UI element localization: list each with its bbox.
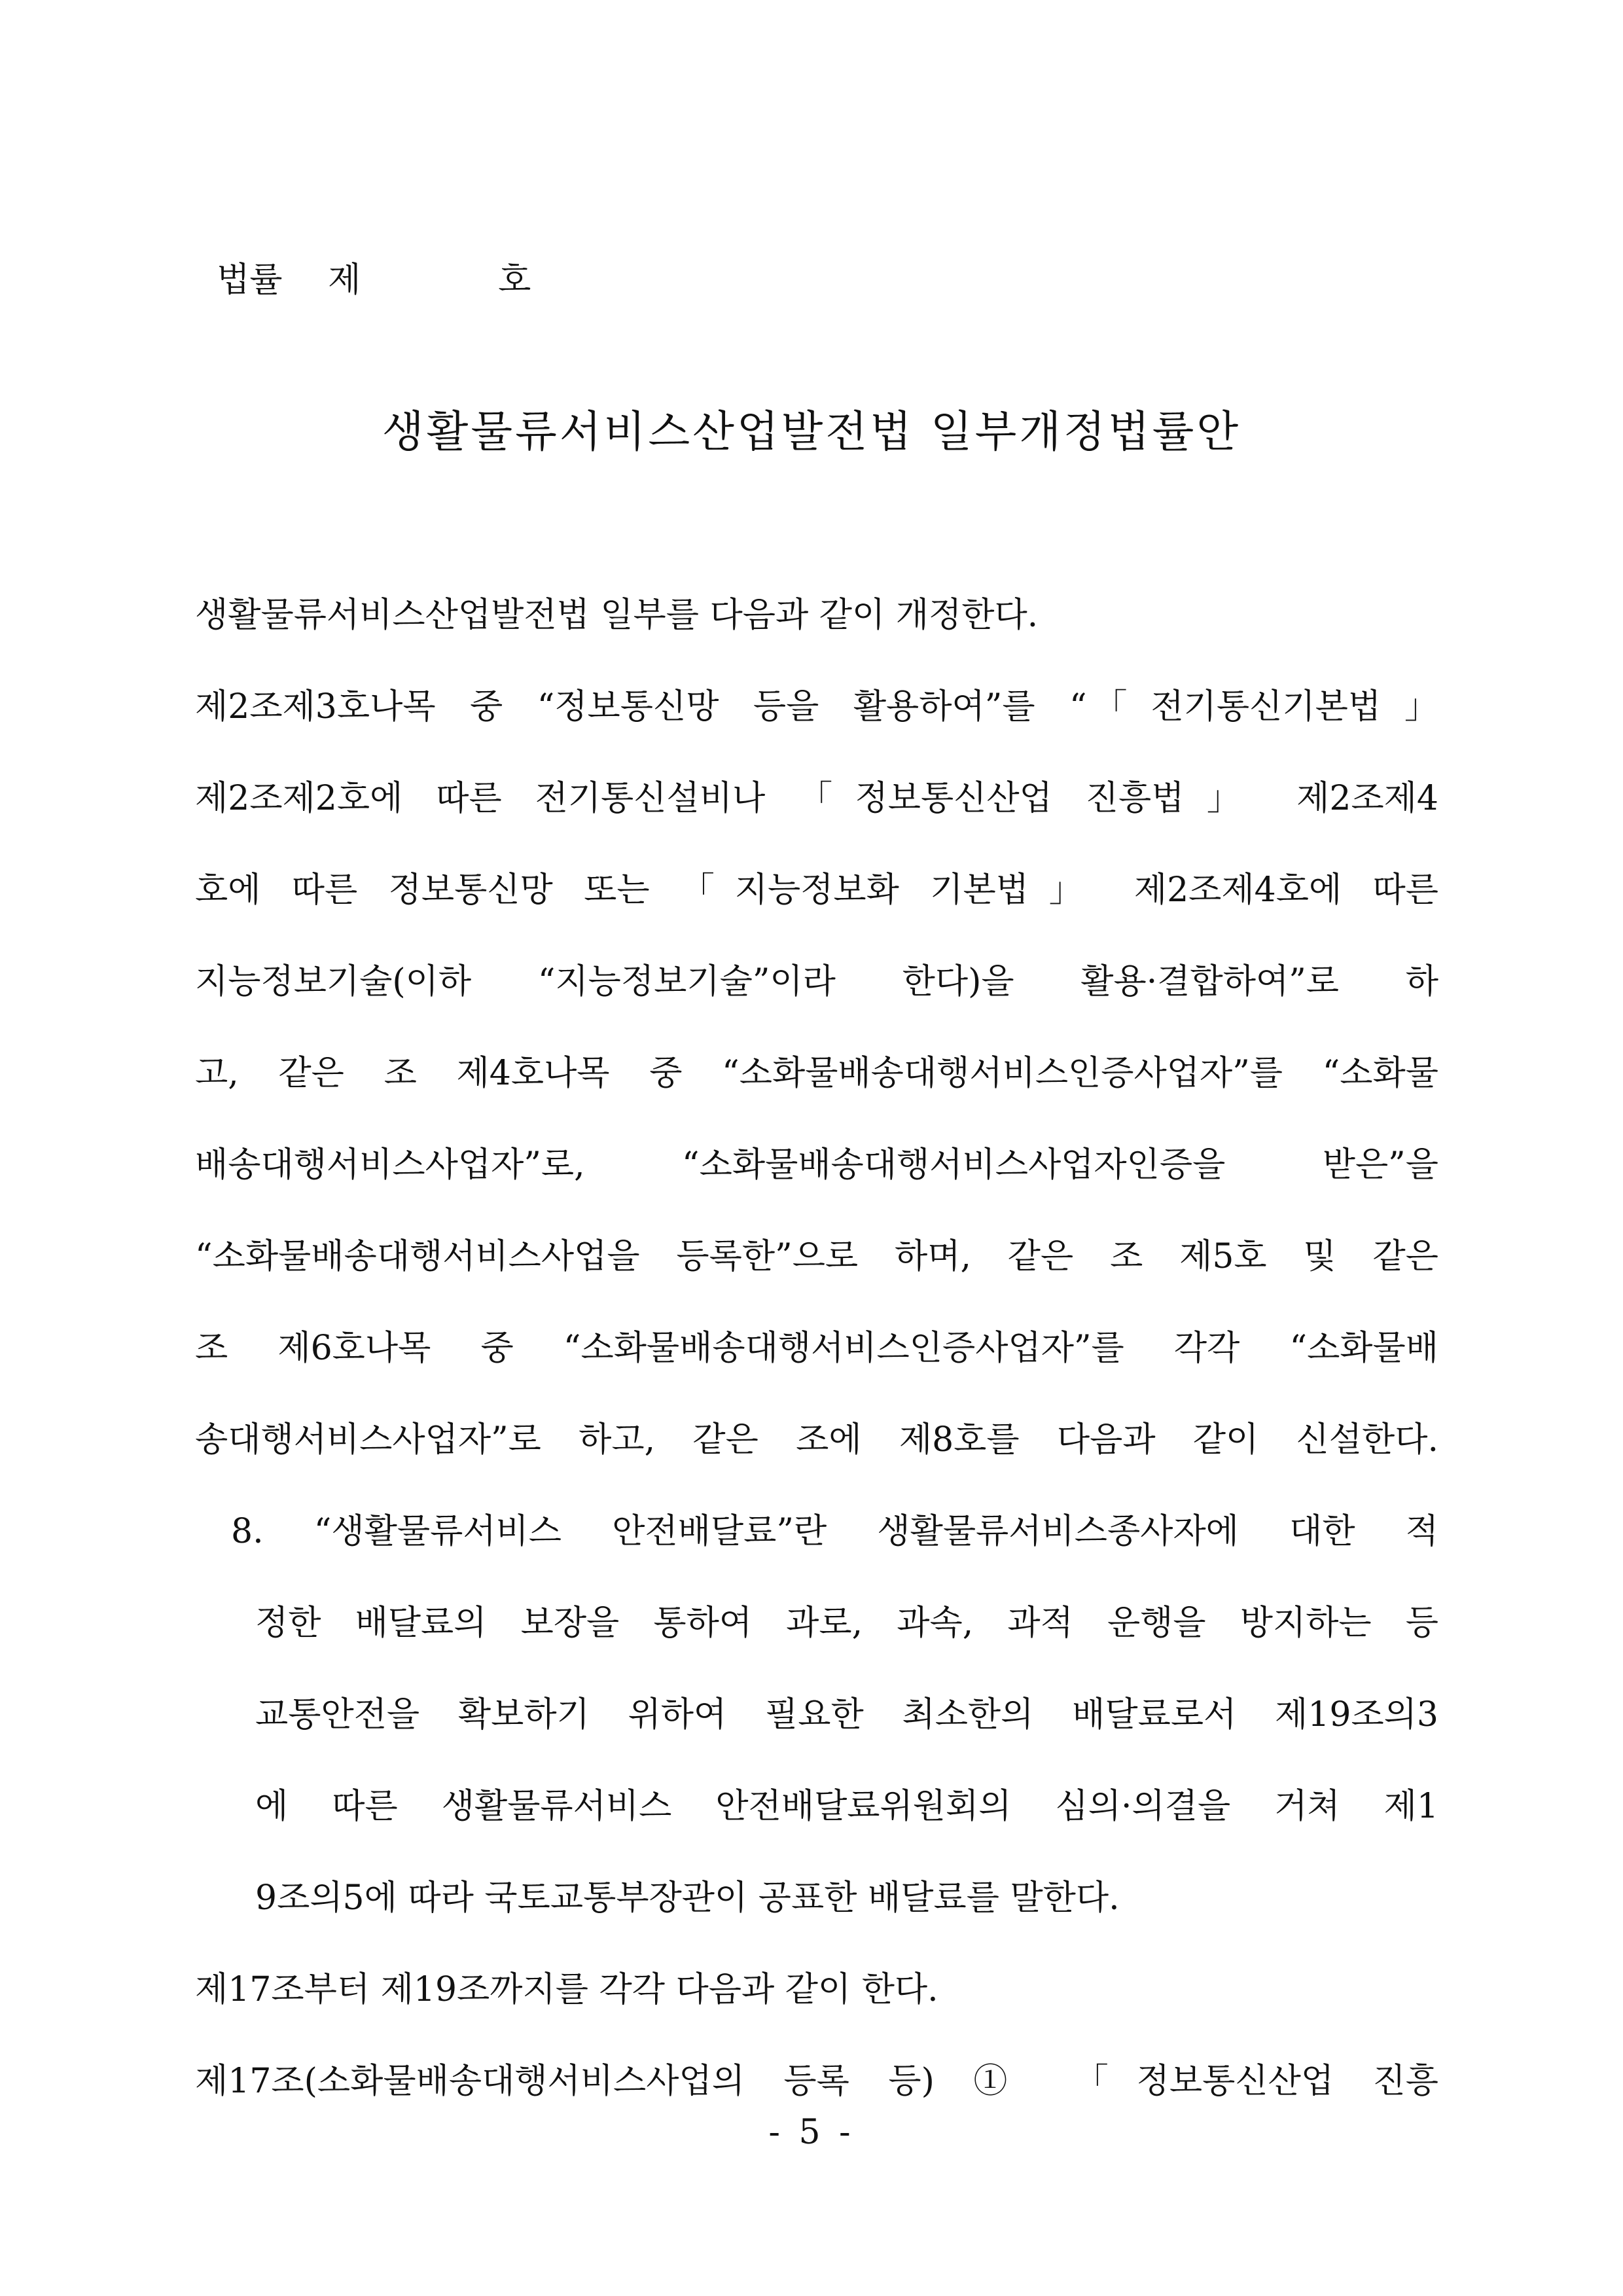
item-8-line: 9조의5에 따라 국토교통부장관이 공표한 배달료를 말한다.: [255, 1878, 1120, 1918]
body-line: 호에 따른 정보통신망 또는 「지능정보화 기본법」 제2조제4호에 따른: [195, 870, 1438, 910]
law-label: 법률: [217, 260, 283, 300]
body-line: 고, 같은 조 제4호나목 중 “소화물배송대행서비스인증사업자”를 “소화물: [195, 1054, 1438, 1093]
body-line: 제17조부터 제19조까지를 각각 다음과 같이 한다.: [195, 1970, 938, 2009]
amendment-body: [195, 569, 1438, 2127]
body-line: 제17조(소화물배송대행서비스사업의 등록 등) ① 「정보통신산업 진흥: [195, 2062, 1438, 2101]
number-prefix: 제: [328, 260, 361, 300]
bill-number-line: [195, 213, 531, 301]
document-title: 생활물류서비스산업발전법 일부개정법률안: [382, 406, 1241, 457]
body-line: 제2조제3호나목 중 “정보통신망 등을 활용하여”를 “「전기통신기본법」: [195, 687, 1438, 726]
item-8-line: 정한 배달료의 보장을 통하여 과로, 과속, 과적 운행을 방지하는 등: [255, 1604, 1438, 1643]
body-line: 생활물류서비스산업발전법 일부를 다음과 같이 개정한다.: [195, 596, 1039, 635]
body-line: “소화물배송대행서비스사업을 등록한”으로 하며, 같은 조 제5호 및 같은: [195, 1237, 1438, 1276]
body-line: 송대행서비스사업자”로 하고, 같은 조에 제8호를 다음과 같이 신설한다.: [195, 1420, 1438, 1460]
item-8-line: 교통안전을 확보하기 위하여 필요한 최소한의 배달료로서 제19조의3: [255, 1695, 1438, 1734]
number-suffix: 호: [498, 260, 531, 300]
body-line: 조 제6호나목 중 “소화물배송대행서비스인증사업자”를 각각 “소화물배: [195, 1329, 1438, 1368]
page-number: - 5 -: [768, 2113, 855, 2152]
body-line: 배송대행서비스사업자”로, “소화물배송대행서비스사업자인증을 받은”을: [195, 1145, 1438, 1185]
item-8-line: 에 따른 생활물류서비스 안전배달료위원회의 심의·의결을 거쳐 제1: [255, 1787, 1438, 1826]
body-line: 지능정보기술(이하 “지능정보기술”이라 한다)을 활용·결합하여”로 하: [195, 962, 1438, 1001]
item-8-line: 8. “생활물류서비스 안전배달료”란 생활물류서비스종사자에 대한 적: [231, 1512, 1438, 1551]
body-line: 제2조제2호에 따른 전기통신설비나 「정보통신산업 진흥법」 제2조제4: [195, 779, 1438, 818]
